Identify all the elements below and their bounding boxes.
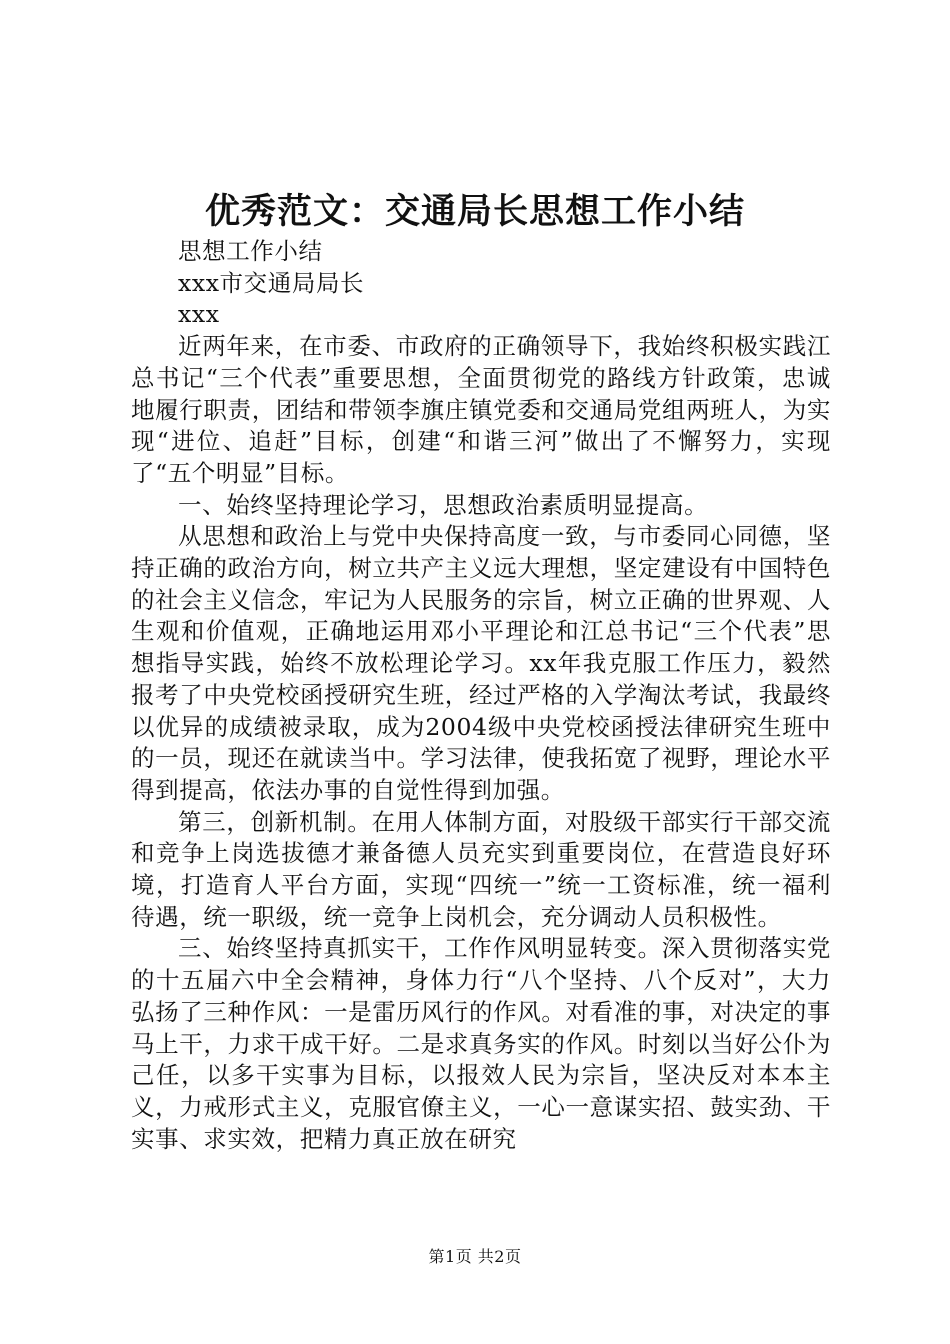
paragraph: xxx市交通局局长 xyxy=(178,268,365,297)
paragraph: 近两年来，在市委、市政府的正确领导下，我始终积极实践江总书记“三个代表”重要思想，全面贯彻党的路线方针政策，忠诚地履行职责，团结和带领李旗庄镇党委和交通局党组两班人，为实现“进位、追赶”目标，创建“和谐三河”做出了不懈努力，实现了“五个明显”目标。 xyxy=(131,332,831,487)
paragraph: 三、始终坚持真抓实干，工作作风明显转变。深入贯彻落实党的十五届六中全会精神，身体力行“八个坚持、八个反对”，大力弘扬了三种作风：一是雷历风行的作风。对看准的事，对决定的事马上干，力求干成干好。二是求真务实的作风。时刻以当好公仆为己任，以多干实事为目标，以报效人民为宗旨，坚决反对本本主义，力戒形式主义，克服官僚主义，一心一意谋实招、鼓实劲、干实事、求实效，把精力真正放在研究 xyxy=(131,934,831,1153)
document-body xyxy=(131,236,831,1155)
paragraph: xxx xyxy=(178,300,220,329)
document-title: 优秀范文：交通局长思想工作小结 xyxy=(204,191,745,232)
paragraph: 从思想和政治上与党中央保持高度一致，与市委同心同德，坚持正确的政治方向，树立共产主义远大理想，坚定建设有中国特色的社会主义信念，牢记为人民服务的宗旨，树立正确的世界观、人生观和价值观，正确地运用邓小平理论和江总书记“三个代表”思想指导实践，始终不放松理论学习。xx年我克服工作压力，毅然报考了中央党校函授研究生班，经过严格的入学淘汰考试，我最终以优异的成绩被录取，成为2004级中央党校函授法律研究生班中的一员，现还在就读当中。学习法律，使我拓宽了视野，理论水平得到提高，依法办事的自觉性得到加强。 xyxy=(131,522,831,804)
paragraph: 一、始终坚持理论学习，思想政治素质明显提高。 xyxy=(178,490,709,519)
paragraph: 第三，创新机制。在用人体制方面，对股级干部实行干部交流和竞争上岗选拔德才兼备德人员充实到重要岗位，在营造良好环境，打造育人平台方面，实现“四统一”统一工资标准，统一福利待遇，统一职级，统一竞争上岗机会，充分调动人员积极性。 xyxy=(131,807,831,931)
paragraph: 思想工作小结 xyxy=(178,237,323,265)
page-footer: 第1页 共2页 xyxy=(428,1247,522,1266)
